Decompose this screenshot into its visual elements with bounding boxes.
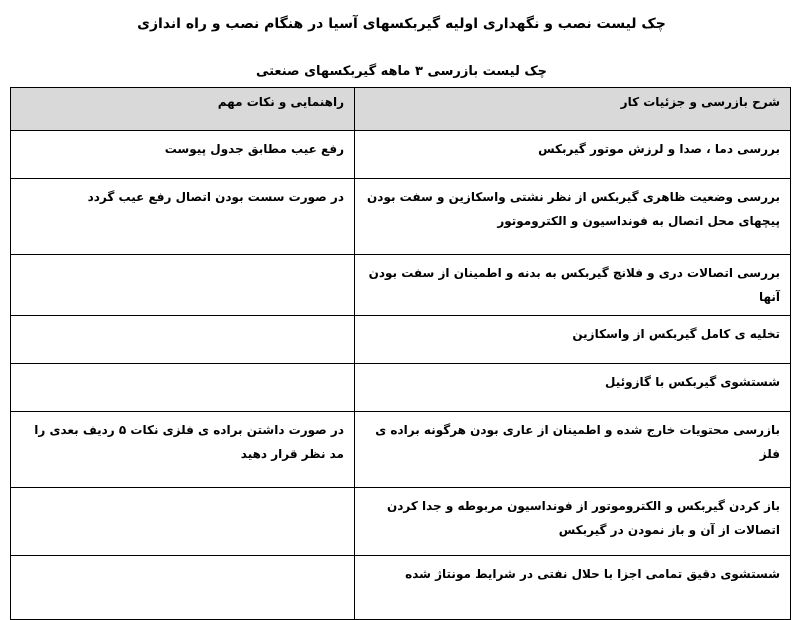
row-description: باز کردن گیربکس و الکتروموتور از فونداسیون مربوطه و جدا کردن اتصالات از آن و باز نمودن در گیربکس bbox=[355, 488, 791, 556]
page-title: چک لیست نصب و نگهداری اولیه گیربکسهای آسیا در هنگام نصب و راه اندازی bbox=[137, 16, 666, 32]
header-description: شرح بازرسی و جزئیات کار bbox=[355, 88, 791, 131]
row-notes: در صورت داشتن براده ی فلزی نکات ۵ ردیف بعدی را مد نظر قرار دهید bbox=[11, 412, 355, 488]
table-caption: چک لیست بازرسی ۳ ماهه گیربکسهای صنعتی bbox=[255, 64, 548, 79]
table-row bbox=[11, 412, 791, 488]
row-description: بررسی وضعیت ظاهری گیربکس از نظر نشتی واسکازین و سفت بودن پیچهای محل اتصال به فونداسیون و الکتروموتور bbox=[355, 179, 791, 255]
row-description: بازرسی محتویات خارج شده و اطمینان از عاری بودن هرگونه براده ی فلز bbox=[355, 412, 791, 488]
row-notes: رفع عیب مطابق جدول پیوست bbox=[11, 131, 355, 179]
header-notes: راهنمایی و نکات مهم bbox=[11, 88, 355, 131]
row-notes: در صورت سست بودن اتصال رفع عیب گردد bbox=[11, 179, 355, 255]
row-notes bbox=[11, 316, 355, 364]
checklist-table bbox=[10, 87, 791, 620]
row-description: شستشوی دقیق تمامی اجزا با حلال نفتی در شرایط مونتاژ شده bbox=[355, 556, 791, 620]
table-row bbox=[11, 179, 791, 255]
table-row bbox=[11, 131, 791, 179]
row-description: بررسی دما ، صدا و لرزش موتور گیربکس bbox=[355, 131, 791, 179]
row-description: بررسی اتصالات دری و فلانچ گیربکس به بدنه و اطمینان از سفت بودن آنها bbox=[355, 255, 791, 316]
row-notes bbox=[11, 488, 355, 556]
table-row bbox=[11, 316, 791, 364]
table-header-row bbox=[11, 88, 791, 131]
table-row bbox=[11, 488, 791, 556]
row-notes bbox=[11, 255, 355, 316]
table-row bbox=[11, 255, 791, 316]
table-row bbox=[11, 364, 791, 412]
row-notes bbox=[11, 556, 355, 620]
row-description: تخلیه ی کامل گیربکس از واسکازین bbox=[355, 316, 791, 364]
row-description: شستشوی گیربکس با گازوئیل bbox=[355, 364, 791, 412]
row-notes bbox=[11, 364, 355, 412]
table-row bbox=[11, 556, 791, 620]
